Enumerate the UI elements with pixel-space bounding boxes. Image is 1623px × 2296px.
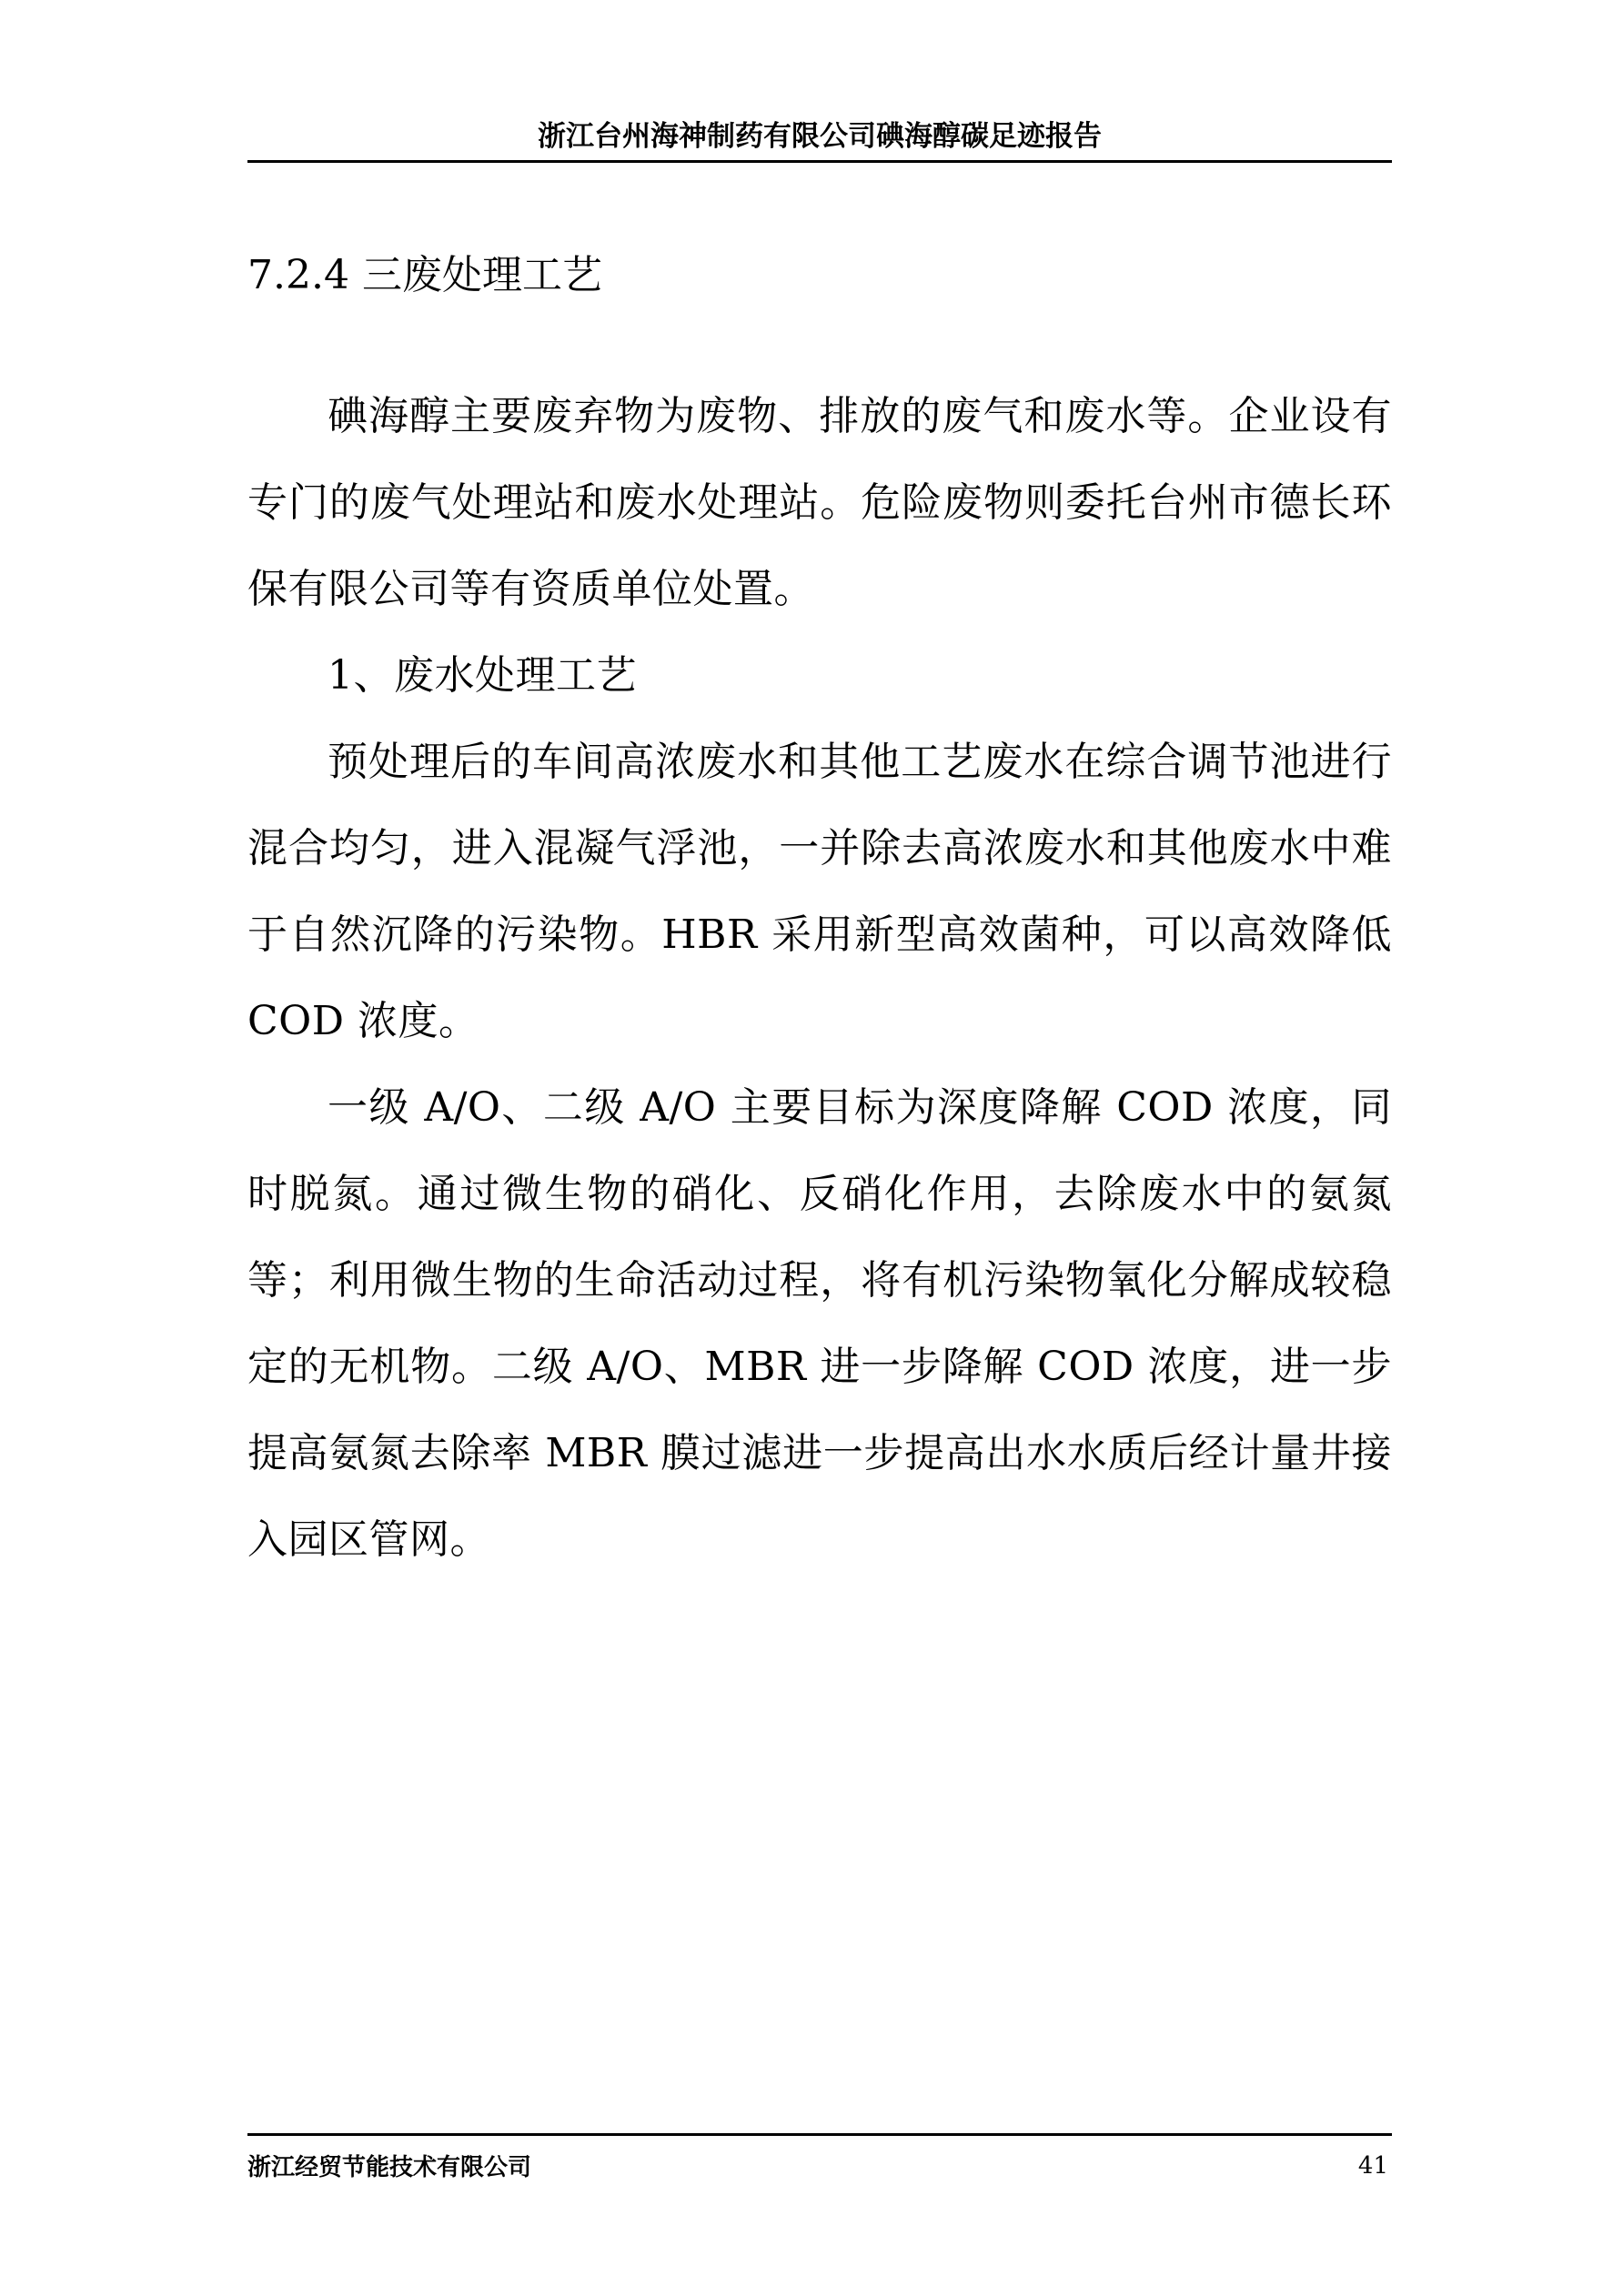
page-number: 41 bbox=[1357, 2152, 1388, 2180]
paragraph-waste-overview: 碘海醇主要废弃物为废物、排放的废气和废水等。企业设有专门的废气处理站和废水处理站。危险废物则委托台州市德长环保有限公司等有资质单位处置。 bbox=[247, 393, 1392, 612]
footer-company: 浙江经贸节能技术有限公司 bbox=[247, 2154, 532, 2181]
section-heading: 7.2.4 三废处理工艺 bbox=[247, 252, 602, 298]
header-title: 浙江台州海神制药有限公司碘海醇碳足迹报告 bbox=[538, 120, 1102, 153]
paragraph-pretreatment: 预处理后的车间高浓废水和其他工艺废水在综合调节池进行混合均匀，进入混凝气浮池，一并除去高浓废水和其他废水中难于自然沉降的污染物。HBR 采用新型高效菌种，可以高效降低 COD 浓度。 bbox=[247, 739, 1392, 1044]
page-content bbox=[247, 246, 1392, 1583]
subheading-wastewater-process: 1、废水处理工艺 bbox=[328, 652, 637, 699]
page-header bbox=[247, 116, 1392, 163]
paragraph-ao-treatment: 一级 A/O、二级 A/O 主要目标为深度降解 COD 浓度，同时脱氮。通过微生物的硝化、反硝化作用，去除废水中的氨氮等；利用微生物的生命活动过程，将有机污染物氧化分解成较稳定的无机物。二级 A/O、MBR 进一步降解 COD 浓度，进一步提高氨氮去除率 MBR 膜过滤进一步提高出水水质后经计量井接入园区管网。 bbox=[247, 1084, 1392, 1563]
page-footer bbox=[247, 2133, 1392, 2190]
